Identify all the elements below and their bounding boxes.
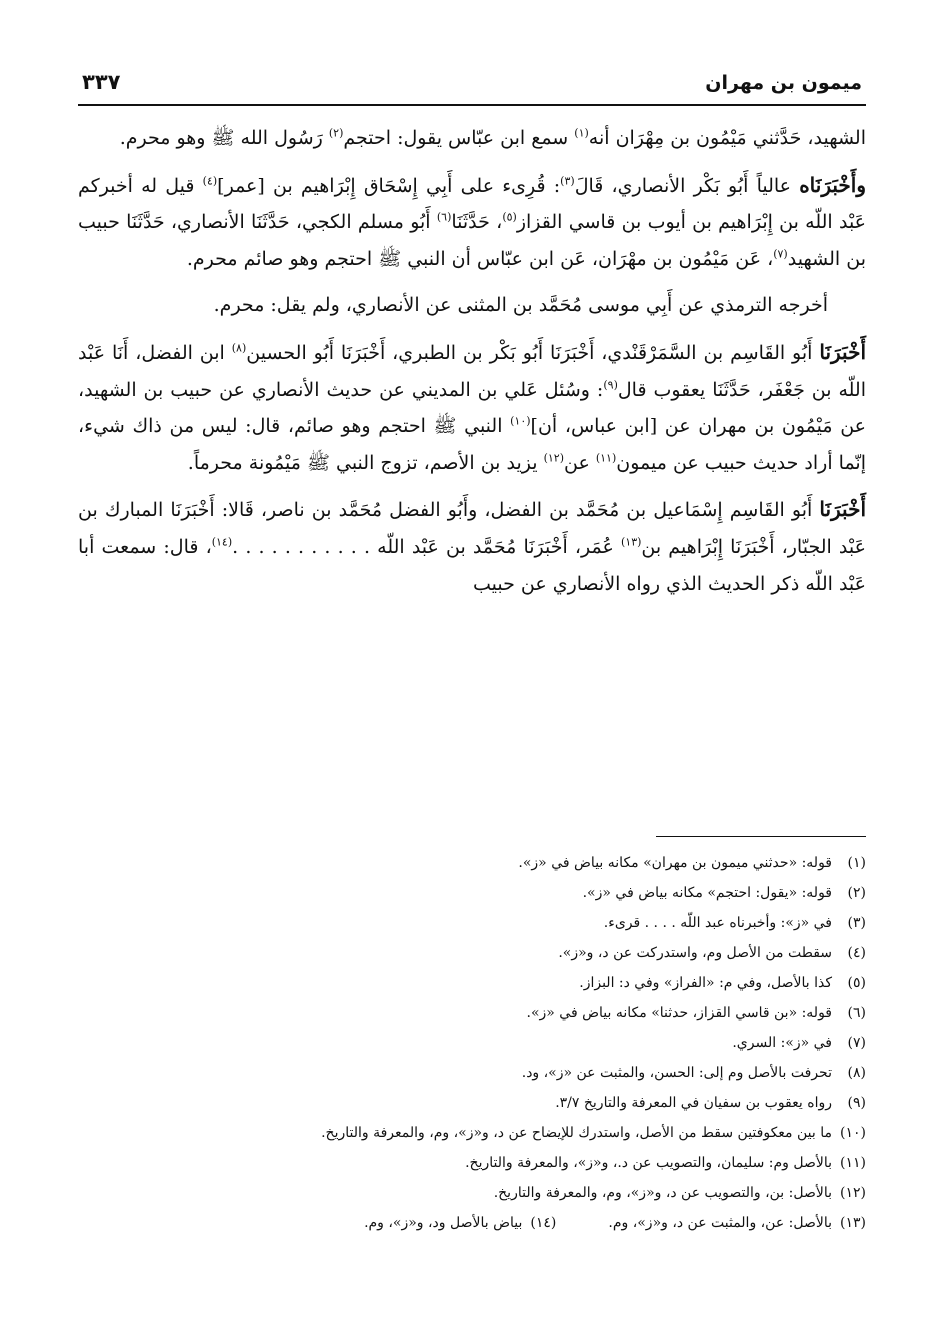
lead-word: أَخْبَرَنَا xyxy=(819,339,866,364)
text-segment: الشهيد، حَدَّثني مَيْمُون بن مِهْرَان أنه xyxy=(588,127,866,149)
footnote xyxy=(130,1118,866,1148)
text-segment: قيل له أخبركم عَبْد اللّه بن إِبْرَاهيم بن أيوب بن قاسي القزاز xyxy=(78,174,867,234)
footnote-marker[interactable]: (١٢) xyxy=(543,451,564,465)
footnote-number: (٤) xyxy=(847,945,866,961)
running-header xyxy=(78,70,866,106)
text-segment: عُمَر، أَخْبَرَنَا مُحَمَّد بن عَبْد اللّه . . . . . . . . . . . xyxy=(232,535,621,558)
footnote-marker[interactable]: (١١) xyxy=(595,451,617,465)
footnote-separator xyxy=(656,836,866,837)
footnote-text: قوله: «يقول: احتجم» مكانه بياض في «ز». xyxy=(582,885,832,901)
footnote-row xyxy=(130,1208,866,1238)
footnote-number: (١٤) xyxy=(530,1215,557,1231)
footnote-text: بالأصل: عن، والمثبت عن د، و«ز»، وم. xyxy=(608,1215,832,1231)
footnote-text: في «ز»: وأخبرناه عبد اللّه . . . . قرىء. xyxy=(603,915,832,931)
footnote-text: في «ز»: السري. xyxy=(732,1035,832,1051)
text-segment: النبي ﷺ احتجم وهو صائم، قال: ليس من ذاك شيء، إنّما أراد حديث حبيب عن ميمون xyxy=(78,415,866,474)
footnote xyxy=(130,908,866,938)
footnote-marker[interactable]: (٤) xyxy=(202,174,218,188)
footnote xyxy=(130,1178,866,1208)
paragraph xyxy=(78,491,866,602)
footnote xyxy=(130,938,866,968)
footnote xyxy=(130,1058,866,1088)
text-segment: : وسُئل عَلي بن المديني عن حديث الأنصاري عن حبيب بن الشهيد، عن مَيْمُون بن مهران عن [ابن عباس، أن] xyxy=(78,378,866,438)
paragraph xyxy=(78,334,866,481)
footnote-number: (١٣) xyxy=(840,1215,866,1231)
paragraph xyxy=(78,167,866,278)
text-segment: ، قال: سمعت أبا عَبْد اللّه ذكر الحديث الذي رواه الأنصاري عن حبيب xyxy=(78,535,866,595)
footnote-marker[interactable]: (١٠) xyxy=(510,414,531,428)
footnote-text: ما بين معكوفتين سقط من الأصل، واستدرك للإيضاح عن د، و«ز»، وم، والمعرفة والتاريخ. xyxy=(321,1125,832,1141)
footnote xyxy=(130,968,866,998)
text-segment: ابن الفضل، أَنَا عَبْد اللّه بن جَعْفَر، حَدَّثَنَا يعقوب قال xyxy=(78,341,866,401)
text-segment: أخرجه الترمذي عن أَبِي موسى مُحَمَّد بن المثنى عن الأنصاري، ولم يقل: محرم. xyxy=(213,294,828,317)
text-segment: يزيد بن الأصم، تزوج النبي ﷺ مَيْمُونة محرماً. xyxy=(187,451,544,474)
main-text xyxy=(78,120,866,602)
footnote-marker[interactable]: (٨) xyxy=(231,341,247,355)
footnote-marker[interactable]: (٣) xyxy=(560,174,575,188)
footnote-text: رواه يعقوب بن سفيان في المعرفة والتاريخ ٣/٧. xyxy=(555,1095,832,1111)
running-title: ميمون بن مهران xyxy=(705,72,862,94)
footnote xyxy=(130,1088,866,1118)
footnote-text: كذا بالأصل، وفي م: «الفراز» وفي د: البزاز. xyxy=(579,975,832,991)
footnote-number: (٨) xyxy=(847,1065,866,1081)
text-segment: : قُرِىء على أَبِي إِسْحَاق إِبْرَاهيم بن [عمر] xyxy=(217,174,561,197)
text-segment: ، عَن مَيْمُون بن مهْرَان، عَن ابن عبّاس أن النبي ﷺ احتجم وهو صائم محرم. xyxy=(186,247,774,270)
footnote-number: (٧) xyxy=(847,1035,866,1051)
footnote-text: بالأصل وم: سليمان، والتصويب عن د.، و«ز»، والمعرفة والتاريخ. xyxy=(465,1155,832,1171)
footnote-text: قوله: «بن قاسي القزاز، حدثنا» مكانه بياض في «ز». xyxy=(526,1005,832,1021)
footnote-number: (٢) xyxy=(847,885,866,901)
text-segment: ، حَدَّثَنَا xyxy=(451,211,503,234)
footnote xyxy=(608,1208,866,1238)
footnote-text: بالأصل: بن، والتصويب عن د، و«ز»، وم، والمعرفة والتاريخ. xyxy=(493,1185,832,1201)
footnote-marker[interactable]: (٩) xyxy=(603,378,618,392)
text-segment: عالياً أَبُو بَكْر الأنصاري، قَالَ xyxy=(574,174,800,197)
paragraph xyxy=(78,287,866,324)
footnote-text: قوله: «حدثني ميمون بن مهران» مكانه بياض في «ز». xyxy=(518,855,832,871)
footnote-number: (٥) xyxy=(847,975,866,991)
footnote-number: (١١) xyxy=(840,1155,866,1171)
footnote-marker[interactable]: (٦) xyxy=(436,210,452,224)
page-number: ٣٣٧ xyxy=(82,70,121,94)
footnote-marker[interactable]: (١) xyxy=(574,126,589,140)
text-segment: أَبُو مسلم الكجي، حَدَّثَنَا الأنصاري، حَدَّثَنَا حبيب بن الشهيد xyxy=(78,211,866,270)
footnote-marker[interactable]: (٧) xyxy=(773,247,788,261)
footnote xyxy=(130,1028,866,1058)
footnote-text: تحرفت بالأصل وم إلى: الحسن، والمثبت عن «ز»، ود. xyxy=(521,1065,832,1081)
text-segment: أَبُو القَاسِم بن السَّمَرْقَنْدي، أَخْبَرَنَا أَبُو بَكْر بن الطبري، أَخْبَرَنَا أَبُو الحسين xyxy=(246,341,820,364)
lead-word: وأَخْبَرَنَاه xyxy=(799,172,866,197)
footnote-marker[interactable]: (٥) xyxy=(502,210,517,224)
footnote-number: (٩) xyxy=(847,1095,866,1111)
footnote-number: (١٠) xyxy=(840,1125,866,1141)
footnote-marker[interactable]: (٢) xyxy=(328,126,344,140)
footnote xyxy=(364,1208,556,1238)
text-segment: أَبُو القَاسِم إِسْمَاعيل بن مُحَمَّد بن الفضل، وأَبُو الفضل مُحَمَّد بن ناصر، قَالا: أَخْبَرَنَا المبارك بن عَبْد الجبّار، أَخْبَرَنَا إِبْرَاهيم بن xyxy=(78,499,866,558)
text-segment: سمع ابن عبّاس يقول: احتجم xyxy=(343,127,575,149)
footnote xyxy=(130,998,866,1028)
footnote-number: (١٢) xyxy=(840,1185,866,1201)
text-segment: عن xyxy=(564,451,596,474)
footnote-number: (١) xyxy=(847,855,866,871)
footnote-marker[interactable]: (١٤) xyxy=(211,535,233,549)
footnote xyxy=(130,848,866,878)
paragraph xyxy=(78,120,866,157)
footnote-marker[interactable]: (١٣) xyxy=(620,535,642,549)
text-segment: رَسُول الله ﷺ وهو محرم. xyxy=(119,127,329,149)
page xyxy=(78,70,866,602)
footnote xyxy=(130,878,866,908)
lead-word: أَخْبَرَنَا xyxy=(819,497,866,522)
footnote-number: (٦) xyxy=(847,1005,866,1021)
footnotes xyxy=(130,848,866,1238)
footnote-text: بياض بالأصل ود، و«ز»، وم. xyxy=(364,1215,523,1231)
footnote xyxy=(130,1148,866,1178)
footnote-number: (٣) xyxy=(847,915,866,931)
footnote-text: سقطت من الأصل وم، واستدركت عن د، و«ز». xyxy=(558,945,832,961)
